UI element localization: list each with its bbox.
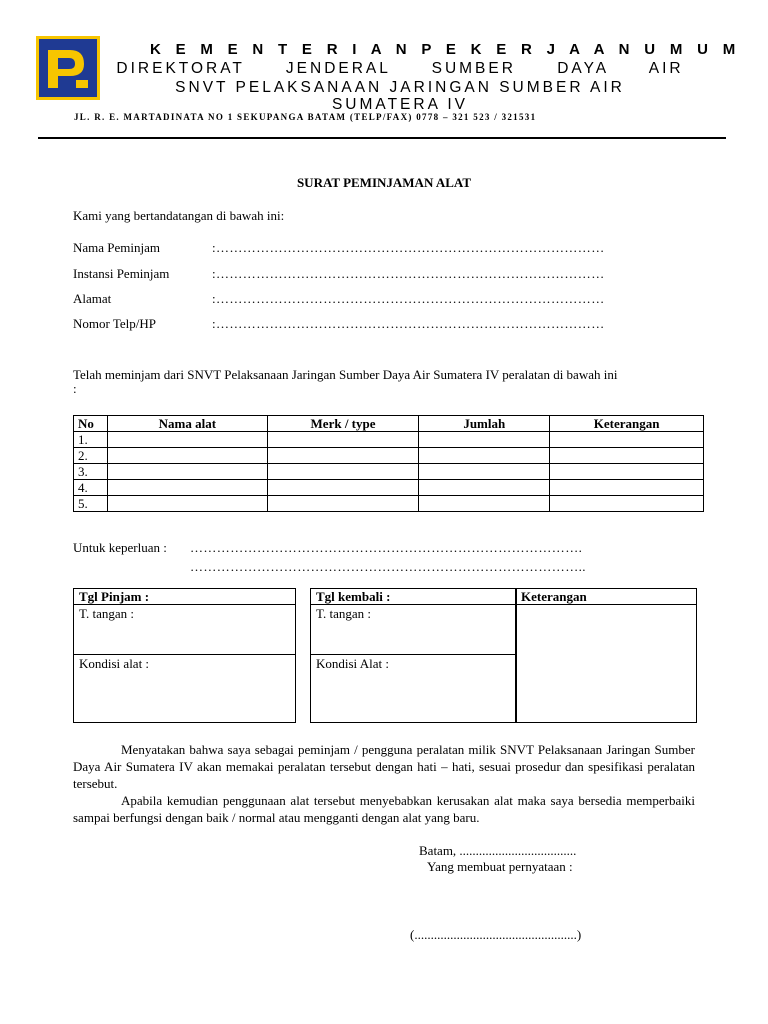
table-cell[interactable] [550, 448, 704, 464]
table-cell[interactable] [267, 432, 419, 448]
purpose-line-1[interactable]: ……………………………………………………………………………. [190, 540, 583, 555]
col-header-no: No [74, 416, 108, 432]
table-row [74, 464, 704, 480]
borrow-statement: Telah meminjam dari SNVT Pelaksanaan Jaringan Sumber Daya Air Sumatera IV peralatan di bawah ini [73, 367, 618, 382]
table-row [74, 432, 704, 448]
notes-label: Keterangan [521, 589, 587, 604]
directorate-name: DIREKTORAT JENDERAL SUMBER DAYA AIR [116, 60, 684, 77]
purpose-line-2[interactable]: …………………………………………………………………………….. [190, 559, 586, 574]
loan-date-label: Tgl Pinjam : [79, 589, 150, 604]
field-line-telp[interactable]: :…………………………………………………………………………… [212, 316, 605, 331]
row-number: 2. [74, 448, 108, 464]
row-number: 1. [74, 432, 108, 448]
purpose-label: Untuk keperluan : [73, 540, 167, 555]
statement-paragraph-1: Menyatakan bahwa saya sebagai peminjam / pengguna peralatan milik SNVT Pelaksanaan Jaringan Sumber Daya Air Sumatera IV akan memakai peralatan tersebut dengan hati – hati, sesuai prosedur dan spesifikasi peralatan tersebut. [73, 742, 695, 791]
field-label-instansi: Instansi Peminjam [73, 266, 170, 281]
unit-name-line2: SUMATERA IV [331, 96, 469, 113]
col-header-merk: Merk / type [267, 416, 419, 432]
equipment-table [73, 415, 704, 512]
table-header-row [74, 416, 704, 432]
borrow-colon: : [73, 381, 77, 396]
table-cell[interactable] [107, 432, 267, 448]
row-number: 5. [74, 496, 108, 512]
table-cell[interactable] [107, 496, 267, 512]
table-row [74, 448, 704, 464]
table-cell[interactable] [550, 480, 704, 496]
table-cell[interactable] [550, 496, 704, 512]
table-cell[interactable] [267, 464, 419, 480]
return-date-label: Tgl kembali : [316, 589, 391, 604]
field-label-telp: Nomor Telp/HP [73, 316, 156, 331]
table-cell[interactable] [267, 480, 419, 496]
office-address: JL. R. E. MARTADINATA NO 1 SEKUPANGA BATAM (TELP/FAX) 0778 – 321 523 / 321531 [74, 112, 537, 122]
table-cell[interactable] [107, 448, 267, 464]
ministry-name: K E M E N T E R I A N P E K E R J A A N U M U M [150, 41, 741, 58]
field-line-nama[interactable]: :…………………………………………………………………………… [212, 240, 605, 255]
row-number: 3. [74, 464, 108, 480]
loan-box-divider [73, 654, 295, 655]
table-cell[interactable] [107, 464, 267, 480]
place-date: Batam, .................................... [419, 843, 577, 858]
field-line-instansi[interactable]: :…………………………………………………………………………… [212, 266, 605, 281]
table-cell[interactable] [267, 448, 419, 464]
table-cell[interactable] [419, 480, 550, 496]
notes-box [515, 588, 697, 723]
document-title: SURAT PEMINJAMAN ALAT [296, 175, 472, 190]
signature-line[interactable]: (..................................................) [410, 927, 582, 942]
field-label-nama: Nama Peminjam [73, 240, 161, 255]
header-divider [38, 137, 726, 139]
col-header-keterangan: Keterangan [550, 416, 704, 432]
unit-name-line1: SNVT PELAKSANAAN JARINGAN SUMBER AIR [175, 79, 625, 96]
table-row [74, 480, 704, 496]
table-cell[interactable] [419, 448, 550, 464]
col-header-nama-alat: Nama alat [107, 416, 267, 432]
statement-paragraph-2: Apabila kemudian penggunaan alat tersebut menyebabkan kerusakan alat maka saya bersedia memperbaiki sampai berfungsi dengan baik / normal atau mengganti dengan alat yang baru. [73, 793, 695, 825]
pupr-logo [36, 36, 100, 100]
table-cell[interactable] [550, 432, 704, 448]
return-condition-label: Kondisi Alat : [316, 656, 389, 671]
table-cell[interactable] [107, 480, 267, 496]
signer-label: Yang membuat pernyataan : [427, 859, 573, 874]
table-cell[interactable] [267, 496, 419, 512]
return-signature-label: T. tangan : [316, 606, 371, 621]
table-cell[interactable] [550, 464, 704, 480]
table-cell[interactable] [419, 496, 550, 512]
col-header-jumlah: Jumlah [419, 416, 550, 432]
field-label-alamat: Alamat [73, 291, 112, 306]
field-line-alamat[interactable]: :…………………………………………………………………………… [212, 291, 605, 306]
loan-condition-label: Kondisi alat : [79, 656, 150, 671]
row-number: 4. [74, 480, 108, 496]
loan-signature-label: T. tangan : [79, 606, 134, 621]
intro-text: Kami yang bertandatangan di bawah ini: [73, 208, 285, 223]
table-cell[interactable] [419, 432, 550, 448]
return-box-divider [310, 654, 516, 655]
table-cell[interactable] [419, 464, 550, 480]
table-row [74, 496, 704, 512]
